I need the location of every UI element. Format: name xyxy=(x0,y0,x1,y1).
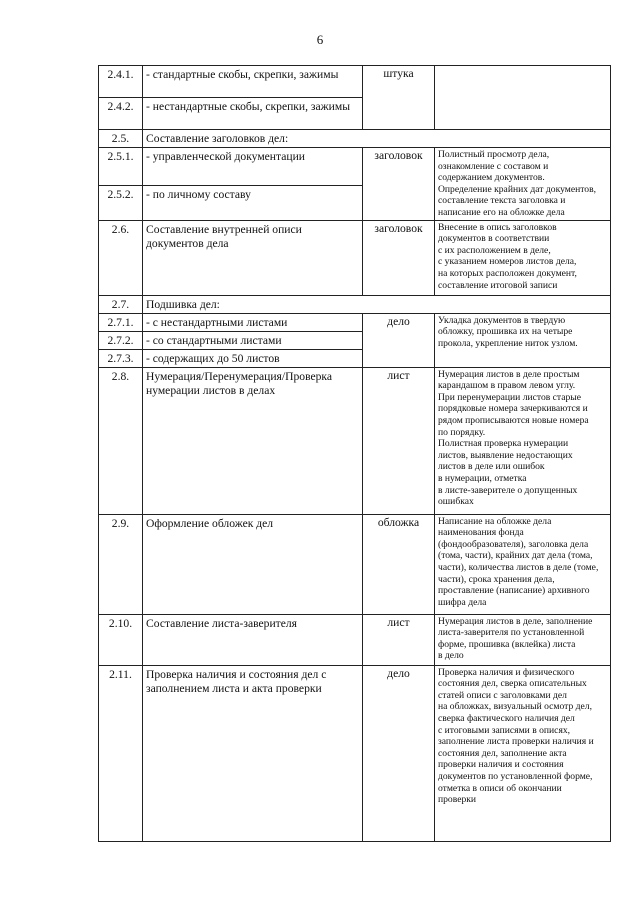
row-name: Составление листа-заверителя xyxy=(143,614,363,665)
description-line: прокола, укрепление ниток узлом. xyxy=(438,337,578,349)
row-number: 2.7.2. xyxy=(99,331,143,349)
description-line: сверка фактического наличия дел xyxy=(438,712,575,724)
description-line: Проверка наличия и физического xyxy=(438,666,575,678)
row-number: 2.10. xyxy=(99,614,143,665)
description-line: отметка в описи об окончании xyxy=(438,782,562,794)
row-number: 2.7.1. xyxy=(99,313,143,331)
description-line: с их расположением в деле, xyxy=(438,244,551,256)
description-line: проставление (написание) архивного xyxy=(438,585,590,597)
description-line: состояния дел, сверка описательных xyxy=(438,678,587,690)
row-description xyxy=(435,66,611,130)
description-line: проверки xyxy=(438,794,477,806)
row-number: 2.8. xyxy=(99,367,143,514)
row-description xyxy=(435,614,611,665)
description-line: Укладка документов в твердую xyxy=(438,314,566,326)
description-line: Полистный просмотр дела, xyxy=(438,149,550,160)
row-name: Нумерация/Перенумерация/Проверка нумерации листов в делах xyxy=(143,367,363,514)
description-line: с итоговыми записями в описях, xyxy=(438,724,571,736)
row-name: Подшивка дел: xyxy=(143,295,611,313)
description-line: на обложках, визуальный осмотр дел, xyxy=(438,701,592,713)
description-line: карандашом в правом левом углу. xyxy=(438,380,576,392)
description-line: содержанием документов. xyxy=(438,172,545,184)
description-line: составление текста заголовка и xyxy=(438,195,566,207)
row-name: - стандартные скобы, скрепки, зажимы xyxy=(143,66,363,98)
table-row xyxy=(99,367,611,514)
description-line: документов по установленной форме, xyxy=(438,770,593,782)
description-line: части), количества листов в деле (томе, xyxy=(438,561,599,573)
row-number: 2.5.2. xyxy=(99,186,143,220)
row-number: 2.5.1. xyxy=(99,148,143,186)
description-line: ошибках xyxy=(438,496,474,508)
row-name: Составление заголовков дел: xyxy=(143,130,611,148)
row-description xyxy=(435,665,611,841)
description-line: в листе-заверителе о допущенных xyxy=(438,484,578,496)
description-line: рядом прописываются новые номера xyxy=(438,414,589,426)
description-line: статей описи с заголовками дел xyxy=(438,689,567,701)
row-number: 2.7.3. xyxy=(99,349,143,367)
row-description xyxy=(435,514,611,614)
row-name: - по личному составу xyxy=(143,186,363,220)
row-description xyxy=(435,148,611,221)
table-row xyxy=(99,614,611,665)
work-norms-table xyxy=(98,65,611,842)
description-line: обложку, прошивка их на четыре xyxy=(438,326,573,338)
description-line: проверки наличия и состояния xyxy=(438,759,564,771)
description-line: документов в соответствии xyxy=(438,233,550,245)
description-line: листов, выявление недостающих xyxy=(438,449,573,461)
description-line: части), срока хранения дела, xyxy=(438,573,555,585)
table-row xyxy=(99,220,611,295)
table-row xyxy=(99,313,611,331)
table-row xyxy=(99,148,611,186)
row-unit: обложка xyxy=(363,514,435,614)
row-number: 2.9. xyxy=(99,514,143,614)
row-name: Оформление обложек дел xyxy=(143,514,363,614)
row-number: 2.4.1. xyxy=(99,66,143,98)
description-line: листа-заверителя по установленной xyxy=(438,627,585,639)
description-line: (тома, части), крайних дат дела (тома, xyxy=(438,550,593,562)
description-line: Написание на обложке дела xyxy=(438,515,552,527)
row-unit: лист xyxy=(363,614,435,665)
row-number: 2.7. xyxy=(99,295,143,313)
table-row xyxy=(99,665,611,841)
description-line: составление итоговой записи xyxy=(438,279,558,291)
description-line: форме, прошивка (вклейка) листа xyxy=(438,638,576,650)
row-unit: заголовок xyxy=(363,148,435,221)
description-line: в нумерации, отметка xyxy=(438,472,527,484)
row-name: - содержащих до 50 листов xyxy=(143,349,363,367)
description-line: При перенумерации листов старые xyxy=(438,391,581,403)
description-line: Определение крайних дат документов, xyxy=(438,183,597,195)
description-line: шифра дела xyxy=(438,596,487,608)
row-number: 2.5. xyxy=(99,130,143,148)
description-line: наименования фонда xyxy=(438,527,524,539)
row-name: - управленческой документации xyxy=(143,148,363,186)
row-unit: штука xyxy=(363,66,435,130)
table-row xyxy=(99,66,611,98)
description-line: ознакомление с составом и xyxy=(438,160,549,172)
description-line: с указанием номеров листов дела, xyxy=(438,256,577,268)
description-line: листов в деле или ошибок xyxy=(438,461,545,473)
row-name: Проверка наличия и состояния дел с заполнением листа и акта проверки xyxy=(143,665,363,841)
row-name: - нестандартные скобы, скрепки, зажимы xyxy=(143,98,363,130)
row-number: 2.11. xyxy=(99,665,143,841)
row-unit: лист xyxy=(363,367,435,514)
row-unit: дело xyxy=(363,313,435,367)
row-name: - со стандартными листами xyxy=(143,331,363,349)
row-number: 2.6. xyxy=(99,220,143,295)
row-description xyxy=(435,313,611,367)
row-name: Составление внутренней описи документов дела xyxy=(143,220,363,295)
row-unit: дело xyxy=(363,665,435,841)
description-line: Внесение в опись заголовков xyxy=(438,221,557,233)
row-unit: заголовок xyxy=(363,220,435,295)
table-row xyxy=(99,130,611,148)
table-row xyxy=(99,295,611,313)
description-line: написание его на обложке дела xyxy=(438,206,565,218)
description-line: в дело xyxy=(438,650,464,662)
page-number: 6 xyxy=(316,32,324,47)
description-line: на которых расположен документ, xyxy=(438,267,577,279)
description-line: Нумерация листов в деле, заполнение xyxy=(438,615,593,627)
row-description xyxy=(435,220,611,295)
description-line: (фондообразователя), заголовка дела xyxy=(438,538,589,550)
row-description xyxy=(435,367,611,514)
table-row xyxy=(99,514,611,614)
description-line: Нумерация листов в деле простым xyxy=(438,368,580,380)
description-line: заполнение листа проверки наличия и xyxy=(438,736,594,748)
description-line: Полистная проверка нумерации xyxy=(438,438,569,450)
row-name: - с нестандартными листами xyxy=(143,313,363,331)
row-number: 2.4.2. xyxy=(99,98,143,130)
description-line: по порядку. xyxy=(438,426,486,438)
description-line: порядковые номера зачеркиваются и xyxy=(438,403,588,415)
description-line: состояния дел, заполнение акта xyxy=(438,747,567,759)
